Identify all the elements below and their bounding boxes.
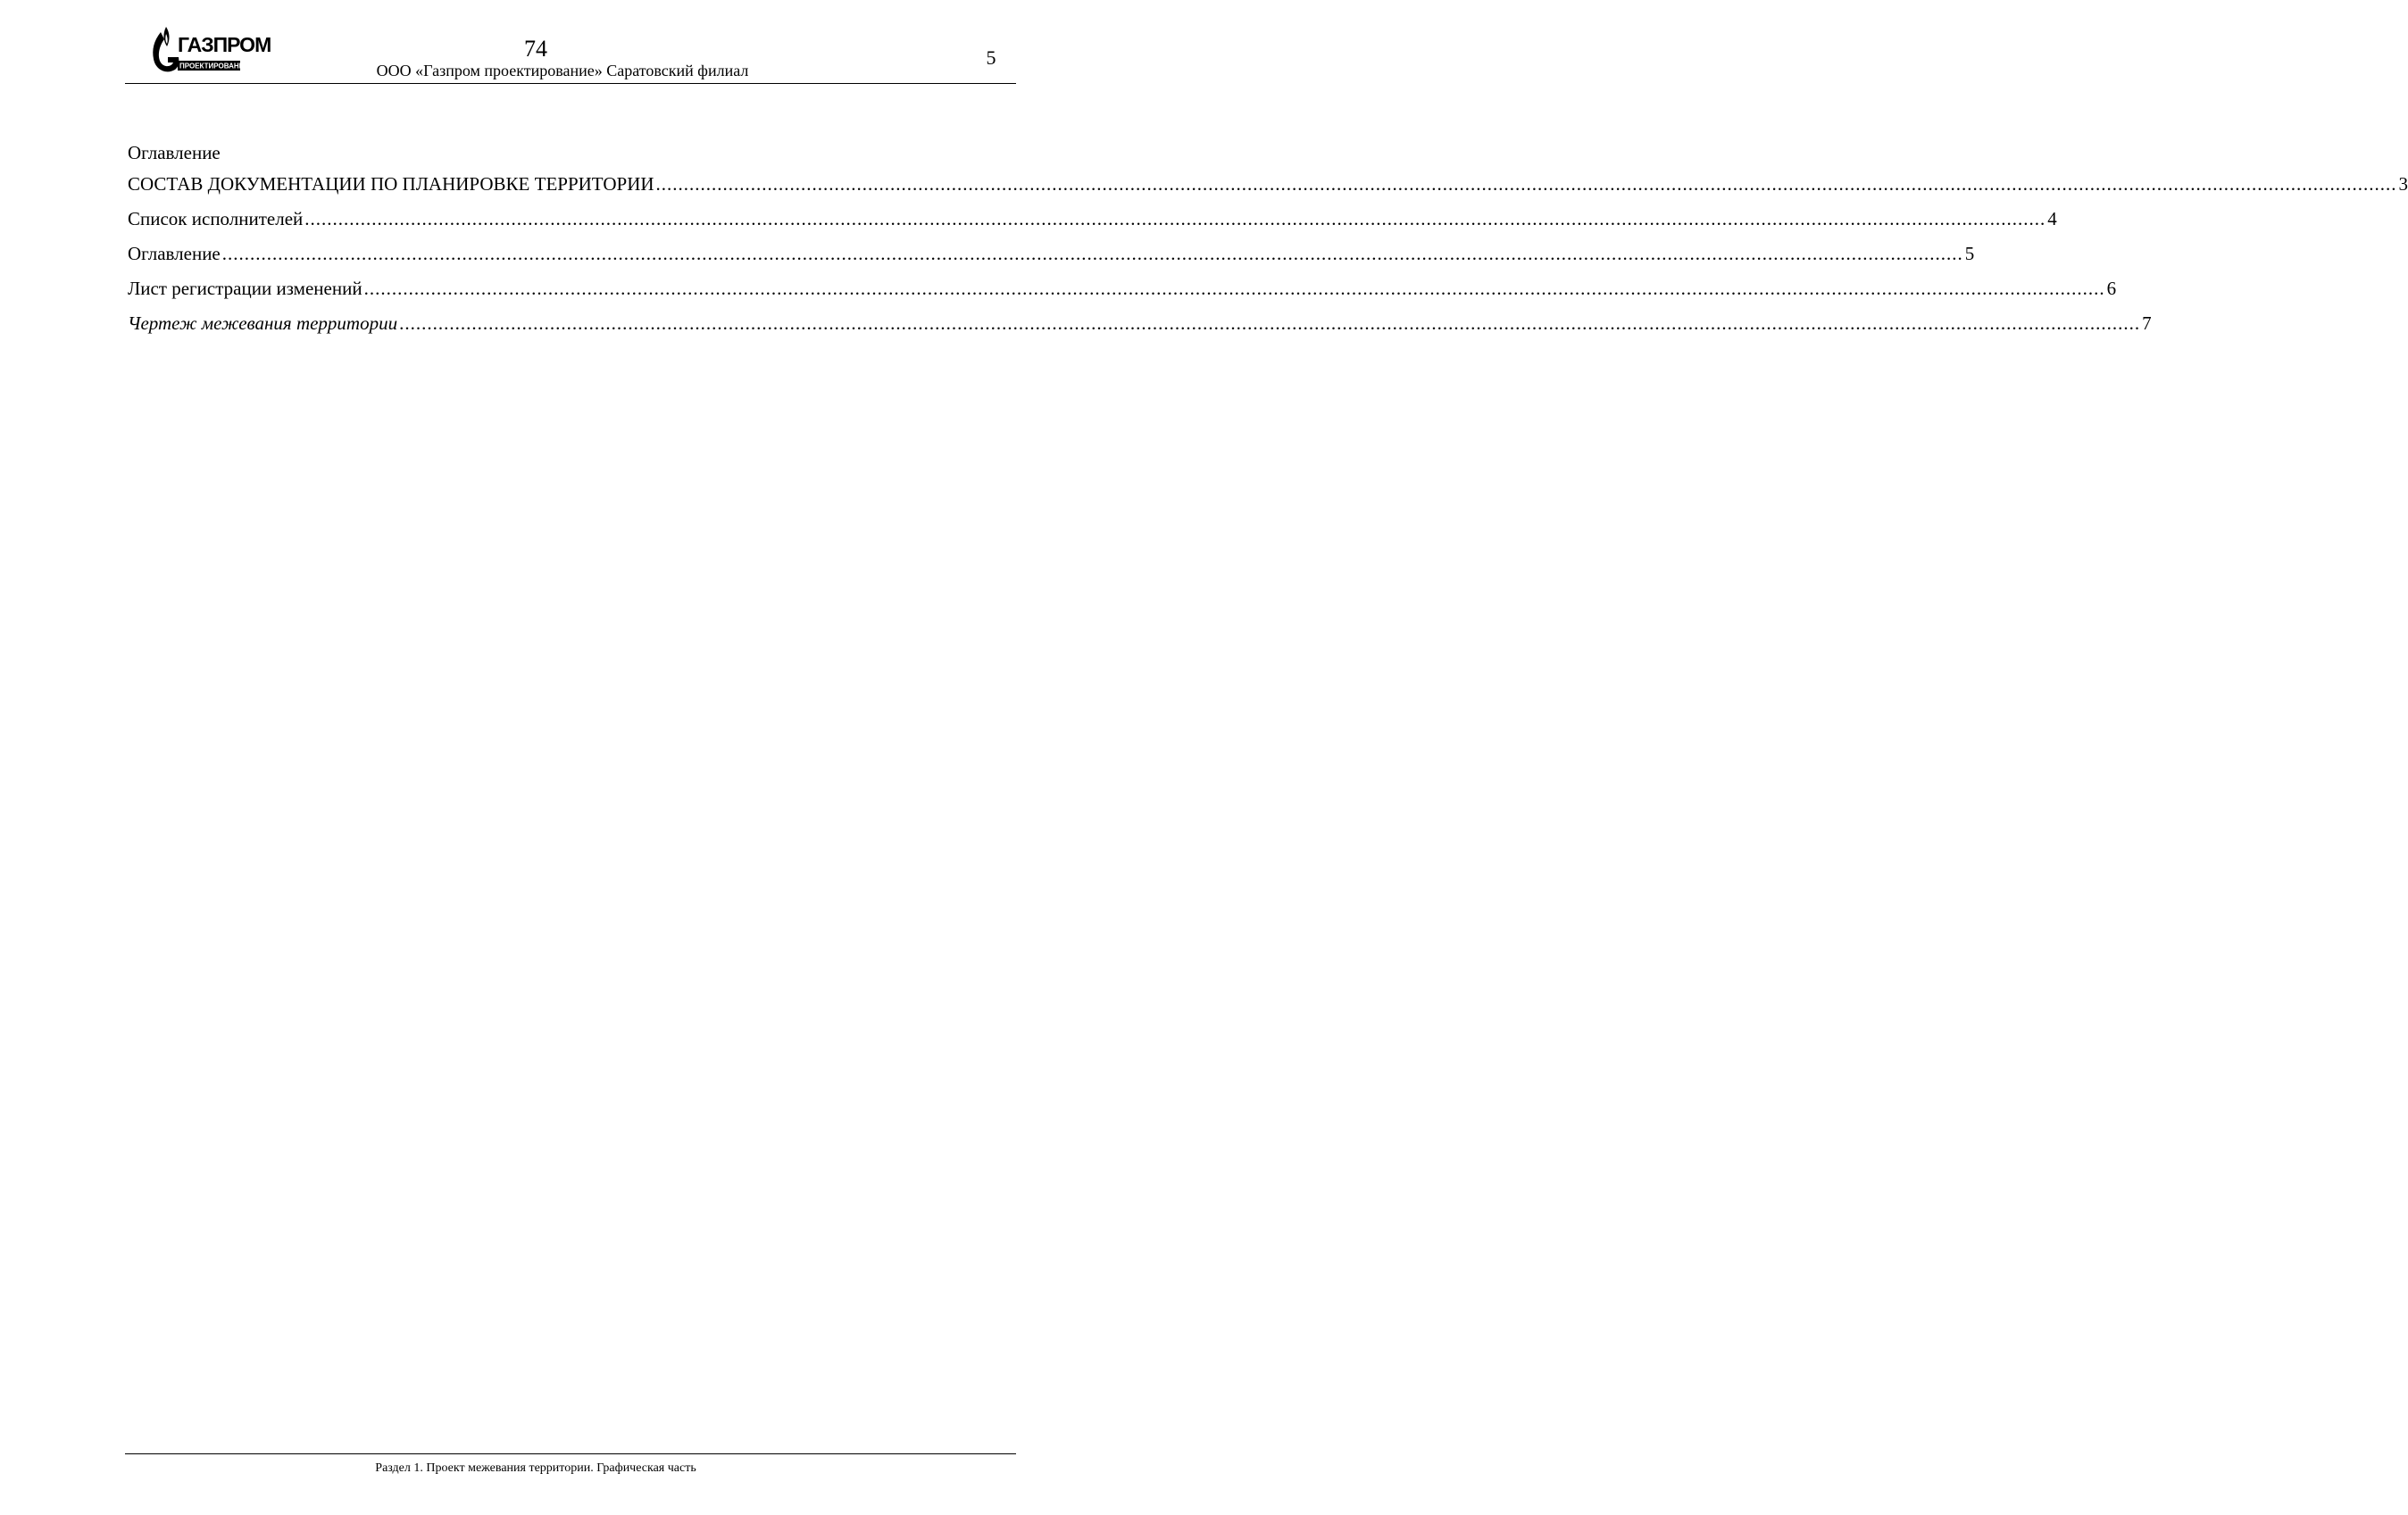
toc-leader-dots	[399, 312, 2140, 335]
logo-name: ГАЗПРОМ	[178, 33, 271, 56]
toc-leader-dots	[222, 242, 1963, 265]
toc-entry-page: 6	[2106, 278, 2117, 299]
toc-entry[interactable]	[128, 312, 2152, 346]
toc-entry[interactable]	[128, 172, 2408, 207]
toc-entry-label: Чертеж межевания территории	[128, 312, 398, 334]
toc-entry-label: Список исполнителей	[128, 208, 304, 229]
header-sheet-number: 5	[986, 46, 996, 69]
footer-section-title: Раздел 1. Проект межевания территории. Графическая часть	[375, 1461, 696, 1475]
toc-entry-page: 4	[2047, 208, 2057, 229]
toc-entry-label: Оглавление	[128, 243, 221, 264]
toc-leader-dots	[364, 277, 2105, 300]
toc-entry[interactable]	[128, 277, 2117, 312]
logo-subtitle: ПРОЕКТИРОВАНИЕ	[179, 62, 249, 71]
toc-leader-dots	[656, 172, 2397, 196]
footer-divider	[125, 1453, 1016, 1454]
header-organization: ООО «Газпром проектирование» Саратовский филиал	[376, 62, 749, 79]
toc-entry-label: СОСТАВ ДОКУМЕНТАЦИИ ПО ПЛАНИРОВКЕ ТЕРРИТОРИИ	[128, 173, 654, 195]
page-top-number: 74	[524, 36, 547, 62]
toc-entry[interactable]	[128, 242, 1975, 277]
page-header	[0, 0, 1071, 89]
toc-leader-dots	[304, 207, 2046, 230]
toc-entry-page: 3	[2398, 173, 2408, 195]
toc-entry[interactable]	[128, 207, 2057, 242]
toc-title: Оглавление	[128, 142, 221, 163]
toc-entry-page: 7	[2142, 312, 2152, 334]
table-of-contents	[128, 141, 2408, 346]
toc-entry-label: Лист регистрации изменений	[128, 278, 362, 299]
gazprom-flame-logo-icon	[148, 25, 271, 82]
toc-entry-page: 5	[1964, 243, 1975, 264]
header-divider	[125, 83, 1016, 84]
